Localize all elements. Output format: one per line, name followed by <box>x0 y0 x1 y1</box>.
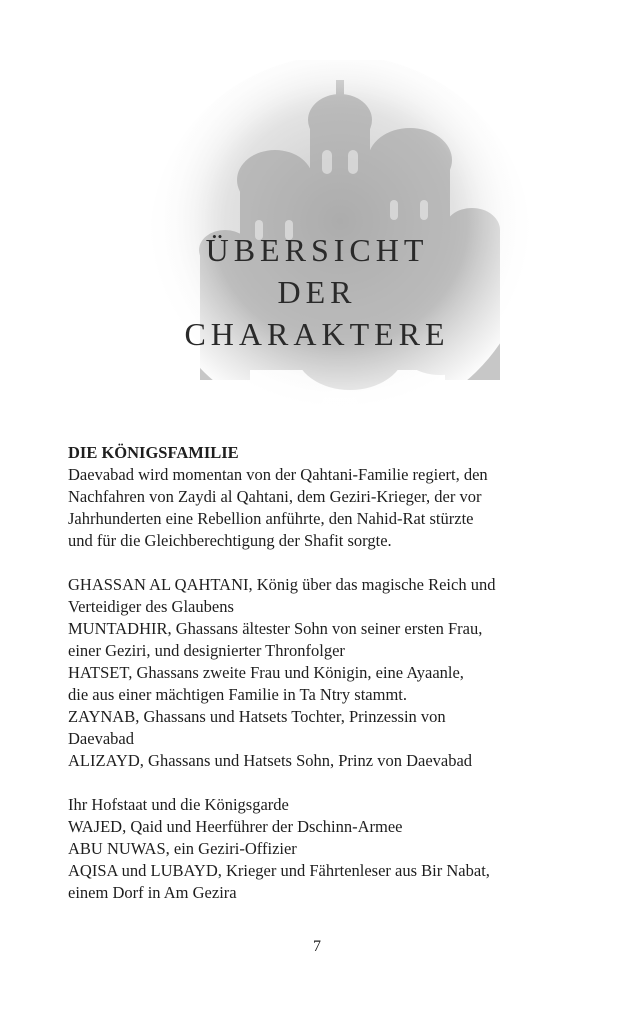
intro-line: Daevabad wird momentan von der Qahtani-Familie regiert, den <box>68 465 488 484</box>
character-entry-aqisa-lubayd <box>68 860 568 904</box>
entry-continuation: Verteidiger des Glaubens <box>68 597 234 616</box>
character-list <box>68 442 568 904</box>
title-line-2: DER <box>277 274 357 311</box>
page-number: 7 <box>313 938 321 955</box>
intro-line: und für die Gleichberechtigung der Shafit sorgte. <box>68 531 392 550</box>
entry-line: MUNTADHIR, Ghassans ältester Sohn von seiner ersten Frau, <box>68 619 483 638</box>
character-entry-hatset <box>68 662 568 706</box>
entry-line: ALIZAYD, Ghassans und Hatsets Sohn, Prinz von Daevabad <box>68 751 473 770</box>
character-entry-muntadhir <box>68 618 568 662</box>
character-entry-abu-nuwas <box>68 838 568 860</box>
entry-continuation: Daevabad <box>68 729 134 748</box>
intro-line: Nachfahren von Zaydi al Qahtani, dem Geziri-Krieger, der vor <box>68 487 482 506</box>
entry-line: ABU NUWAS, ein Geziri-Offizier <box>68 839 297 858</box>
character-entry-zaynab <box>68 706 568 750</box>
intro-line: Jahrhunderten eine Rebellion anführte, den Nahid-Rat stürzte <box>68 509 474 528</box>
page-title <box>0 229 634 355</box>
entry-line: AQISA und LUBAYD, Krieger und Fährtenleser aus Bir Nabat, <box>68 861 490 880</box>
title-line-1: ÜBERSICHT <box>205 232 429 269</box>
entry-continuation: die aus einer mächtigen Familie in Ta Ntry stammt. <box>68 685 407 704</box>
character-entry-alizayd <box>68 750 568 772</box>
entry-line: ZAYNAB, Ghassans und Hatsets Tochter, Prinzessin von <box>68 707 446 726</box>
title-line-3: CHARAKTERE <box>184 316 450 353</box>
character-entry-wajed <box>68 816 568 838</box>
entry-line: GHASSAN AL QAHTANI, König über das magische Reich und <box>68 575 496 594</box>
entry-continuation: einer Geziri, und designierter Thronfolger <box>68 641 345 660</box>
entry-line: WAJED, Qaid und Heerführer der Dschinn-Armee <box>68 817 403 836</box>
entry-continuation: einem Dorf in Am Gezira <box>68 883 237 902</box>
entry-line: HATSET, Ghassans zweite Frau und Königin, eine Ayaanle, <box>68 663 464 682</box>
character-entry-ghassan <box>68 574 568 618</box>
section-heading-court: Ihr Hofstaat und die Königsgarde <box>68 795 289 814</box>
intro-paragraph <box>68 464 568 552</box>
section-heading-royal-family: DIE KÖNIGSFAMILIE <box>68 443 239 462</box>
